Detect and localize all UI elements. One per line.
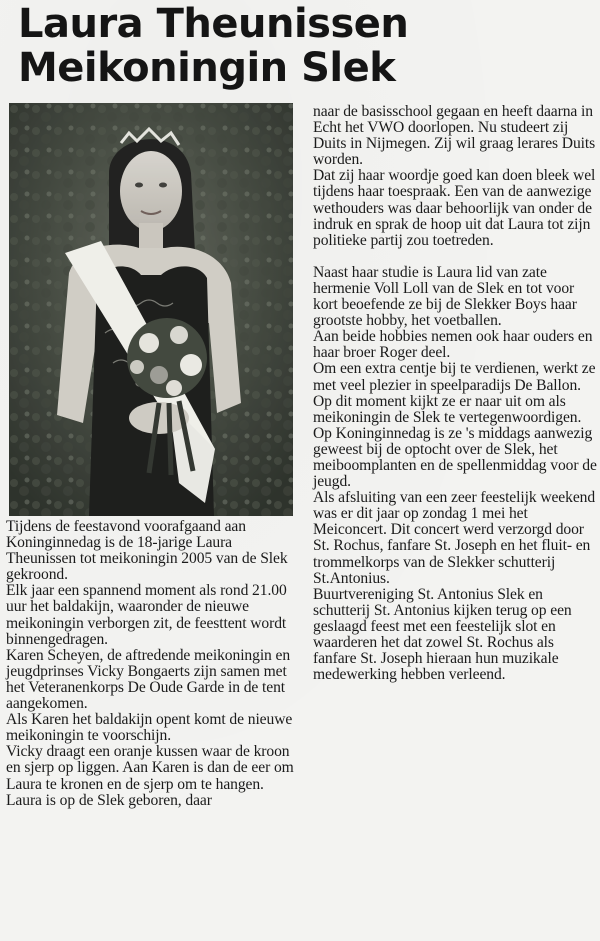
paragraph: Om een extra centje bij te verdienen, werkt ze met veel plezier in speelparadijs De Ballon. (313, 360, 596, 394)
paragraph: Vicky draagt een oranje kussen waar de kroon en sjerp op liggen. Aan Karen is dan de eer om Laura te kronen en de sjerp om te hangen. (6, 743, 294, 793)
paragraph: Tijdens de feestavond voorafgaand aan Koninginnedag is de 18-jarige Laura Theunissen tot meikoningin 2005 van de Slek gekroond. (6, 518, 288, 584)
paragraph: Op dit moment kijkt ze er naar uit om als meikoningin de Slek te vertegenwoordigen. (313, 392, 582, 426)
portrait-photo (9, 103, 293, 516)
paragraph: naar de basisschool gegaan en heeft daarna in Echt het VWO doorlopen. Nu studeert zij Duits in Nijmegen. Zij wil graag lerares Duits worden. (313, 103, 596, 169)
paragraph: Elk jaar een spannend moment als rond 21.00 uur het baldakijn, waaronder de nieuwe meikoningin verborgen zit, de feesttent wordt binnengedragen. (6, 582, 287, 648)
headline-line-2: Meikoningin Slek (18, 45, 396, 91)
paragraph: Naast haar studie is Laura lid van zate hermenie Voll Loll van de Slek en tot voor kort beoefende ze bij de Slekker Boys haar grootste hobby, het voetballen. (313, 263, 577, 330)
article-headline (18, 2, 593, 90)
paragraph: Laura is op de Slek geboren, daar (6, 791, 212, 809)
paragraph: Karen Scheyen, de aftredende meikoningin en jeugdprinses Vicky Bongaerts zijn samen met het Veteranenkorps De Oude Garde in de tent aangekomen. (6, 646, 291, 713)
article-column-left (6, 519, 298, 809)
paragraph: Als Karen het baldakijn opent komt de nieuwe meikoningin te voorschijn. (6, 711, 293, 745)
paragraph: Aan beide hobbies nemen ook haar ouders en haar broer Roger deel. (313, 328, 593, 362)
paragraph: Buurtvereniging St. Antonius Slek en schutterij St. Antonius kijken terug op een geslaagd feest met een feestelijk slot en waarderen het dat zowel St. Rochus als fanfare St. Joseph hieraan hun muzikale medewerking hebben verleend. (313, 585, 572, 684)
headline-line-1: Laura Theunissen (18, 1, 409, 47)
paragraph: Als afsluiting van een zeer feestelijk weekend was er dit jaar op zondag 1 mei het Meiconcert. Dit concert werd verzorgd door St. Rochus, fanfare St. Joseph en het fluit- en trommelkorps van de Slekker schutterij St.Antonius. (313, 489, 596, 587)
article-column-right (313, 104, 597, 683)
paragraph: Op Koninginnedag is ze 's middags aanwezig geweest bij de optocht over de Slek, het meiboomplanten en de spellenmiddag voor de jeugd. (313, 424, 597, 491)
paragraph: Dat zij haar woordje goed kan doen bleek wel tijdens haar toespraak. Een van de aanwezige wethouders was daar behoorlijk van onder de indruk en sprak de hoop uit dat Laura tot zijn politieke partij zou toetreden. (313, 167, 596, 249)
